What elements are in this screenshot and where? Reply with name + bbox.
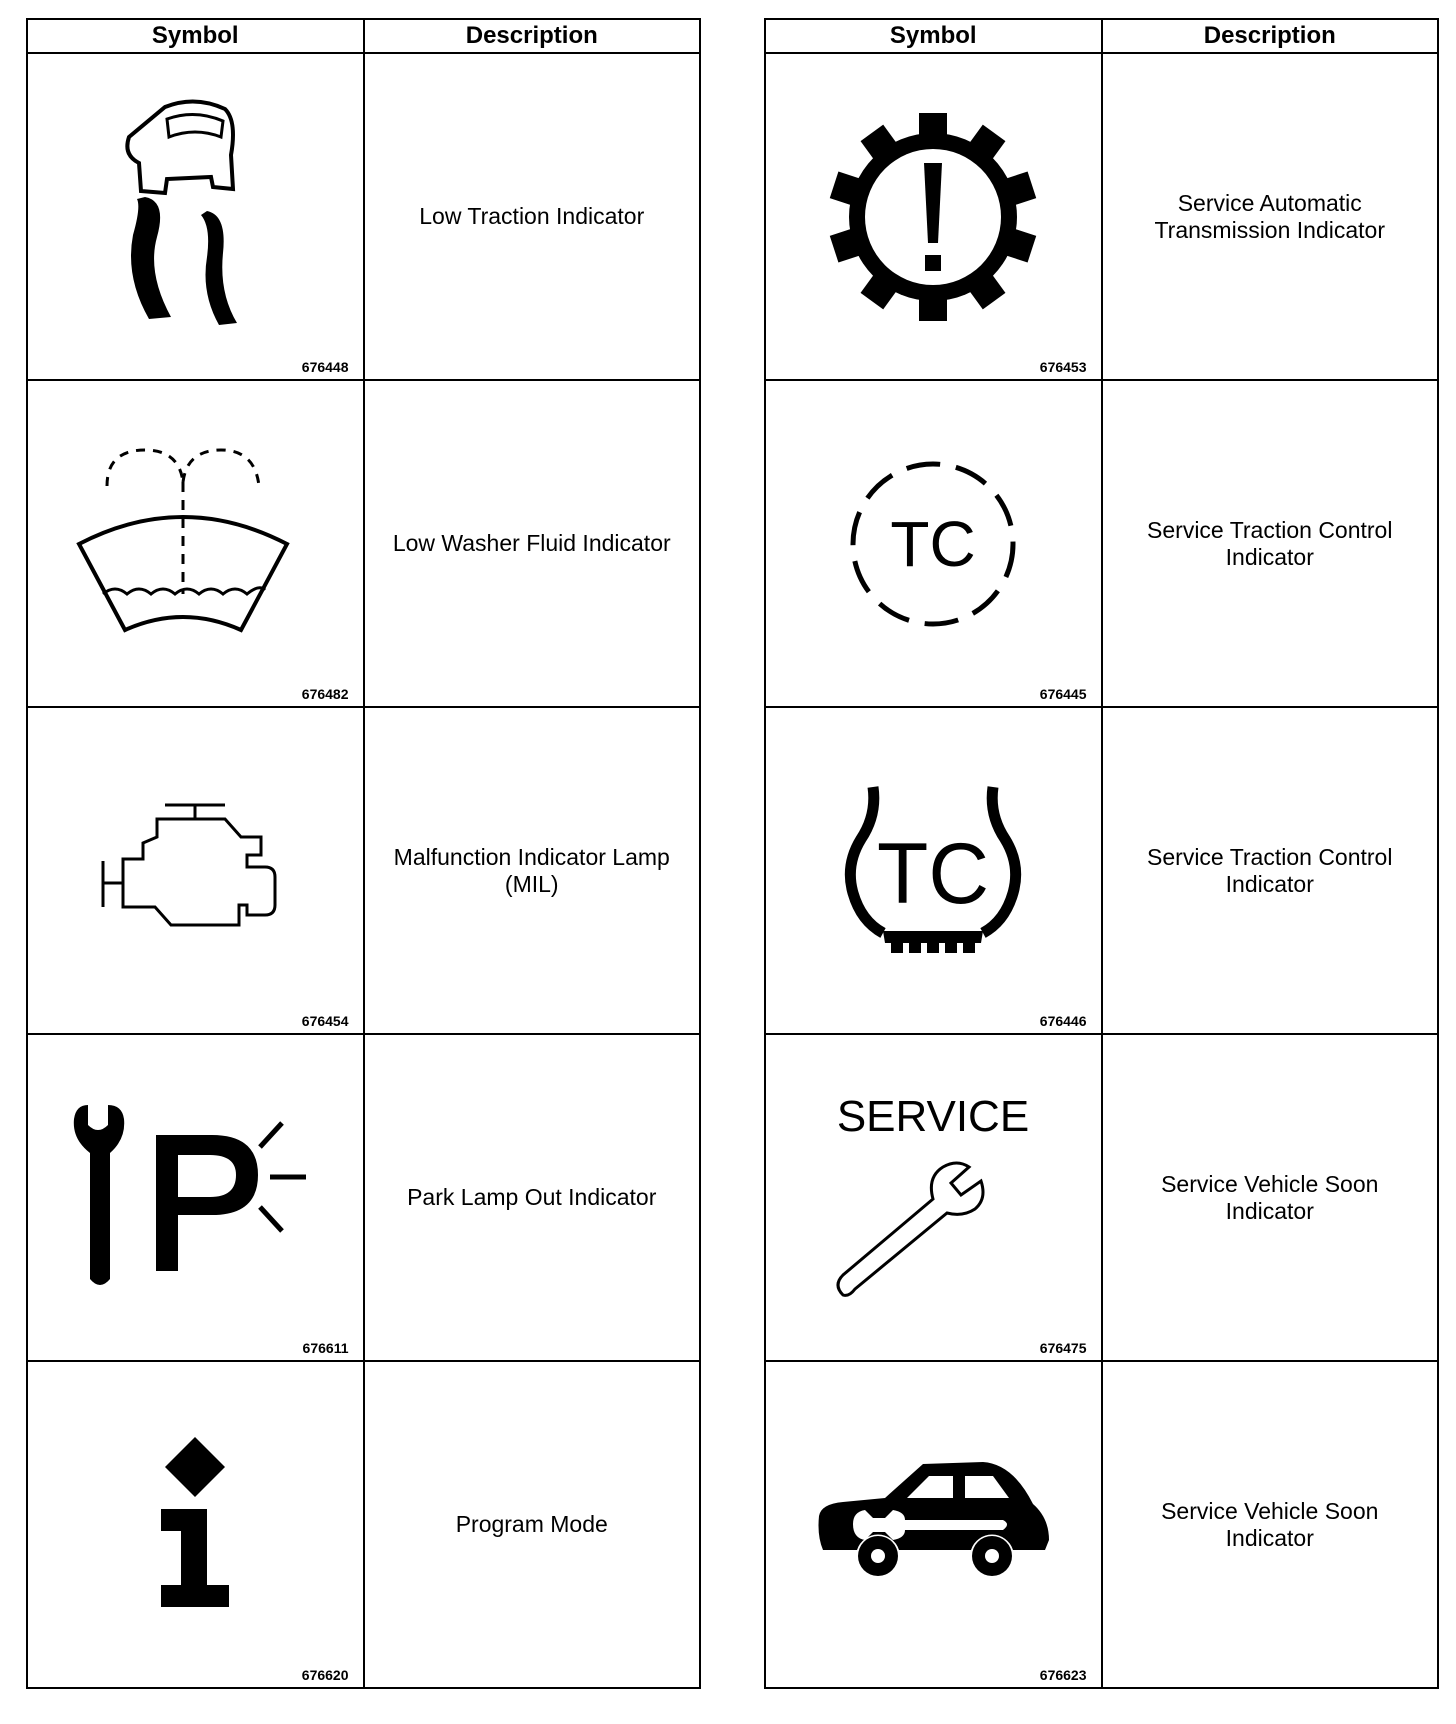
service-transmission-gear-icon [823,107,1043,327]
symbol-cell [27,1361,364,1688]
symbol-code: 676448 [301,359,349,375]
table-row [765,1034,1438,1361]
symbol-column-header: Symbol [27,19,364,53]
program-mode-icon [145,1435,245,1615]
symbol-code: 676453 [1039,359,1087,375]
description-text: Low Traction Indicator [419,203,645,229]
service-wrench-icon [823,1083,1043,1313]
table-row [27,1034,700,1361]
symbol-code: 676482 [301,686,349,702]
symbol-cell [765,1034,1102,1361]
traction-control-dashed-circle-icon [843,454,1023,634]
low-washer-fluid-icon [75,444,315,644]
description-text: Park Lamp Out Indicator [407,1184,657,1210]
symbol-cell [27,53,364,380]
description-text: Low Washer Fluid Indicator [392,530,671,556]
table-row [27,1361,700,1688]
description-cell [1102,1034,1439,1361]
description-cell [364,380,701,707]
description-text: Malfunction Indicator Lamp (MIL) [393,843,670,897]
description-cell [364,53,701,380]
description-cell [1102,707,1439,1034]
description-cell [364,1361,701,1688]
description-text: Service Automatic Transmission Indicator [1154,189,1385,243]
table-row [765,53,1438,380]
symbol-cell [27,1034,364,1361]
symbol-code: 676623 [1039,1667,1087,1683]
indicator-table-right [764,18,1439,1689]
description-text: Service Traction Control Indicator [1147,843,1393,897]
engine-malfunction-icon [95,801,295,941]
indicator-table-left [26,18,701,1689]
description-cell [1102,1361,1439,1688]
symbol-code: 676611 [302,1340,349,1356]
symbol-code: 676446 [1039,1013,1087,1029]
description-cell [364,1034,701,1361]
car-wrench-icon [813,1460,1053,1590]
symbol-cell [765,1361,1102,1688]
low-traction-icon [115,97,275,337]
table-row [27,380,700,707]
table-row [27,707,700,1034]
symbol-cell [765,53,1102,380]
table-row [765,707,1438,1034]
service-label: SERVICE [837,1091,1030,1141]
description-column-header: Description [1102,19,1439,53]
symbol-cell [27,707,364,1034]
description-text: Service Traction Control Indicator [1147,516,1393,570]
symbol-cell [27,380,364,707]
description-column-header: Description [364,19,701,53]
symbol-column-header: Symbol [765,19,1102,53]
symbol-code: 676454 [301,1013,349,1029]
description-text: Program Mode [455,1511,608,1537]
tc-label: TC [890,507,976,580]
table-row [765,1361,1438,1688]
traction-control-tire-icon [843,781,1023,961]
symbol-cell [765,380,1102,707]
table-row [765,380,1438,707]
description-cell [1102,380,1439,707]
symbol-code: 676475 [1039,1340,1087,1356]
symbol-code: 676620 [301,1667,349,1683]
symbol-code: 676445 [1039,686,1087,702]
table-header-row [765,19,1438,53]
table-header-row [27,19,700,53]
table-row [27,53,700,380]
symbol-cell [765,707,1102,1034]
tc-label: TC [877,825,990,922]
park-lamp-out-icon [70,1103,320,1293]
description-text: Service Vehicle Soon Indicator [1161,1170,1379,1224]
description-cell [364,707,701,1034]
description-cell [1102,53,1439,380]
description-text: Service Vehicle Soon Indicator [1161,1497,1379,1551]
